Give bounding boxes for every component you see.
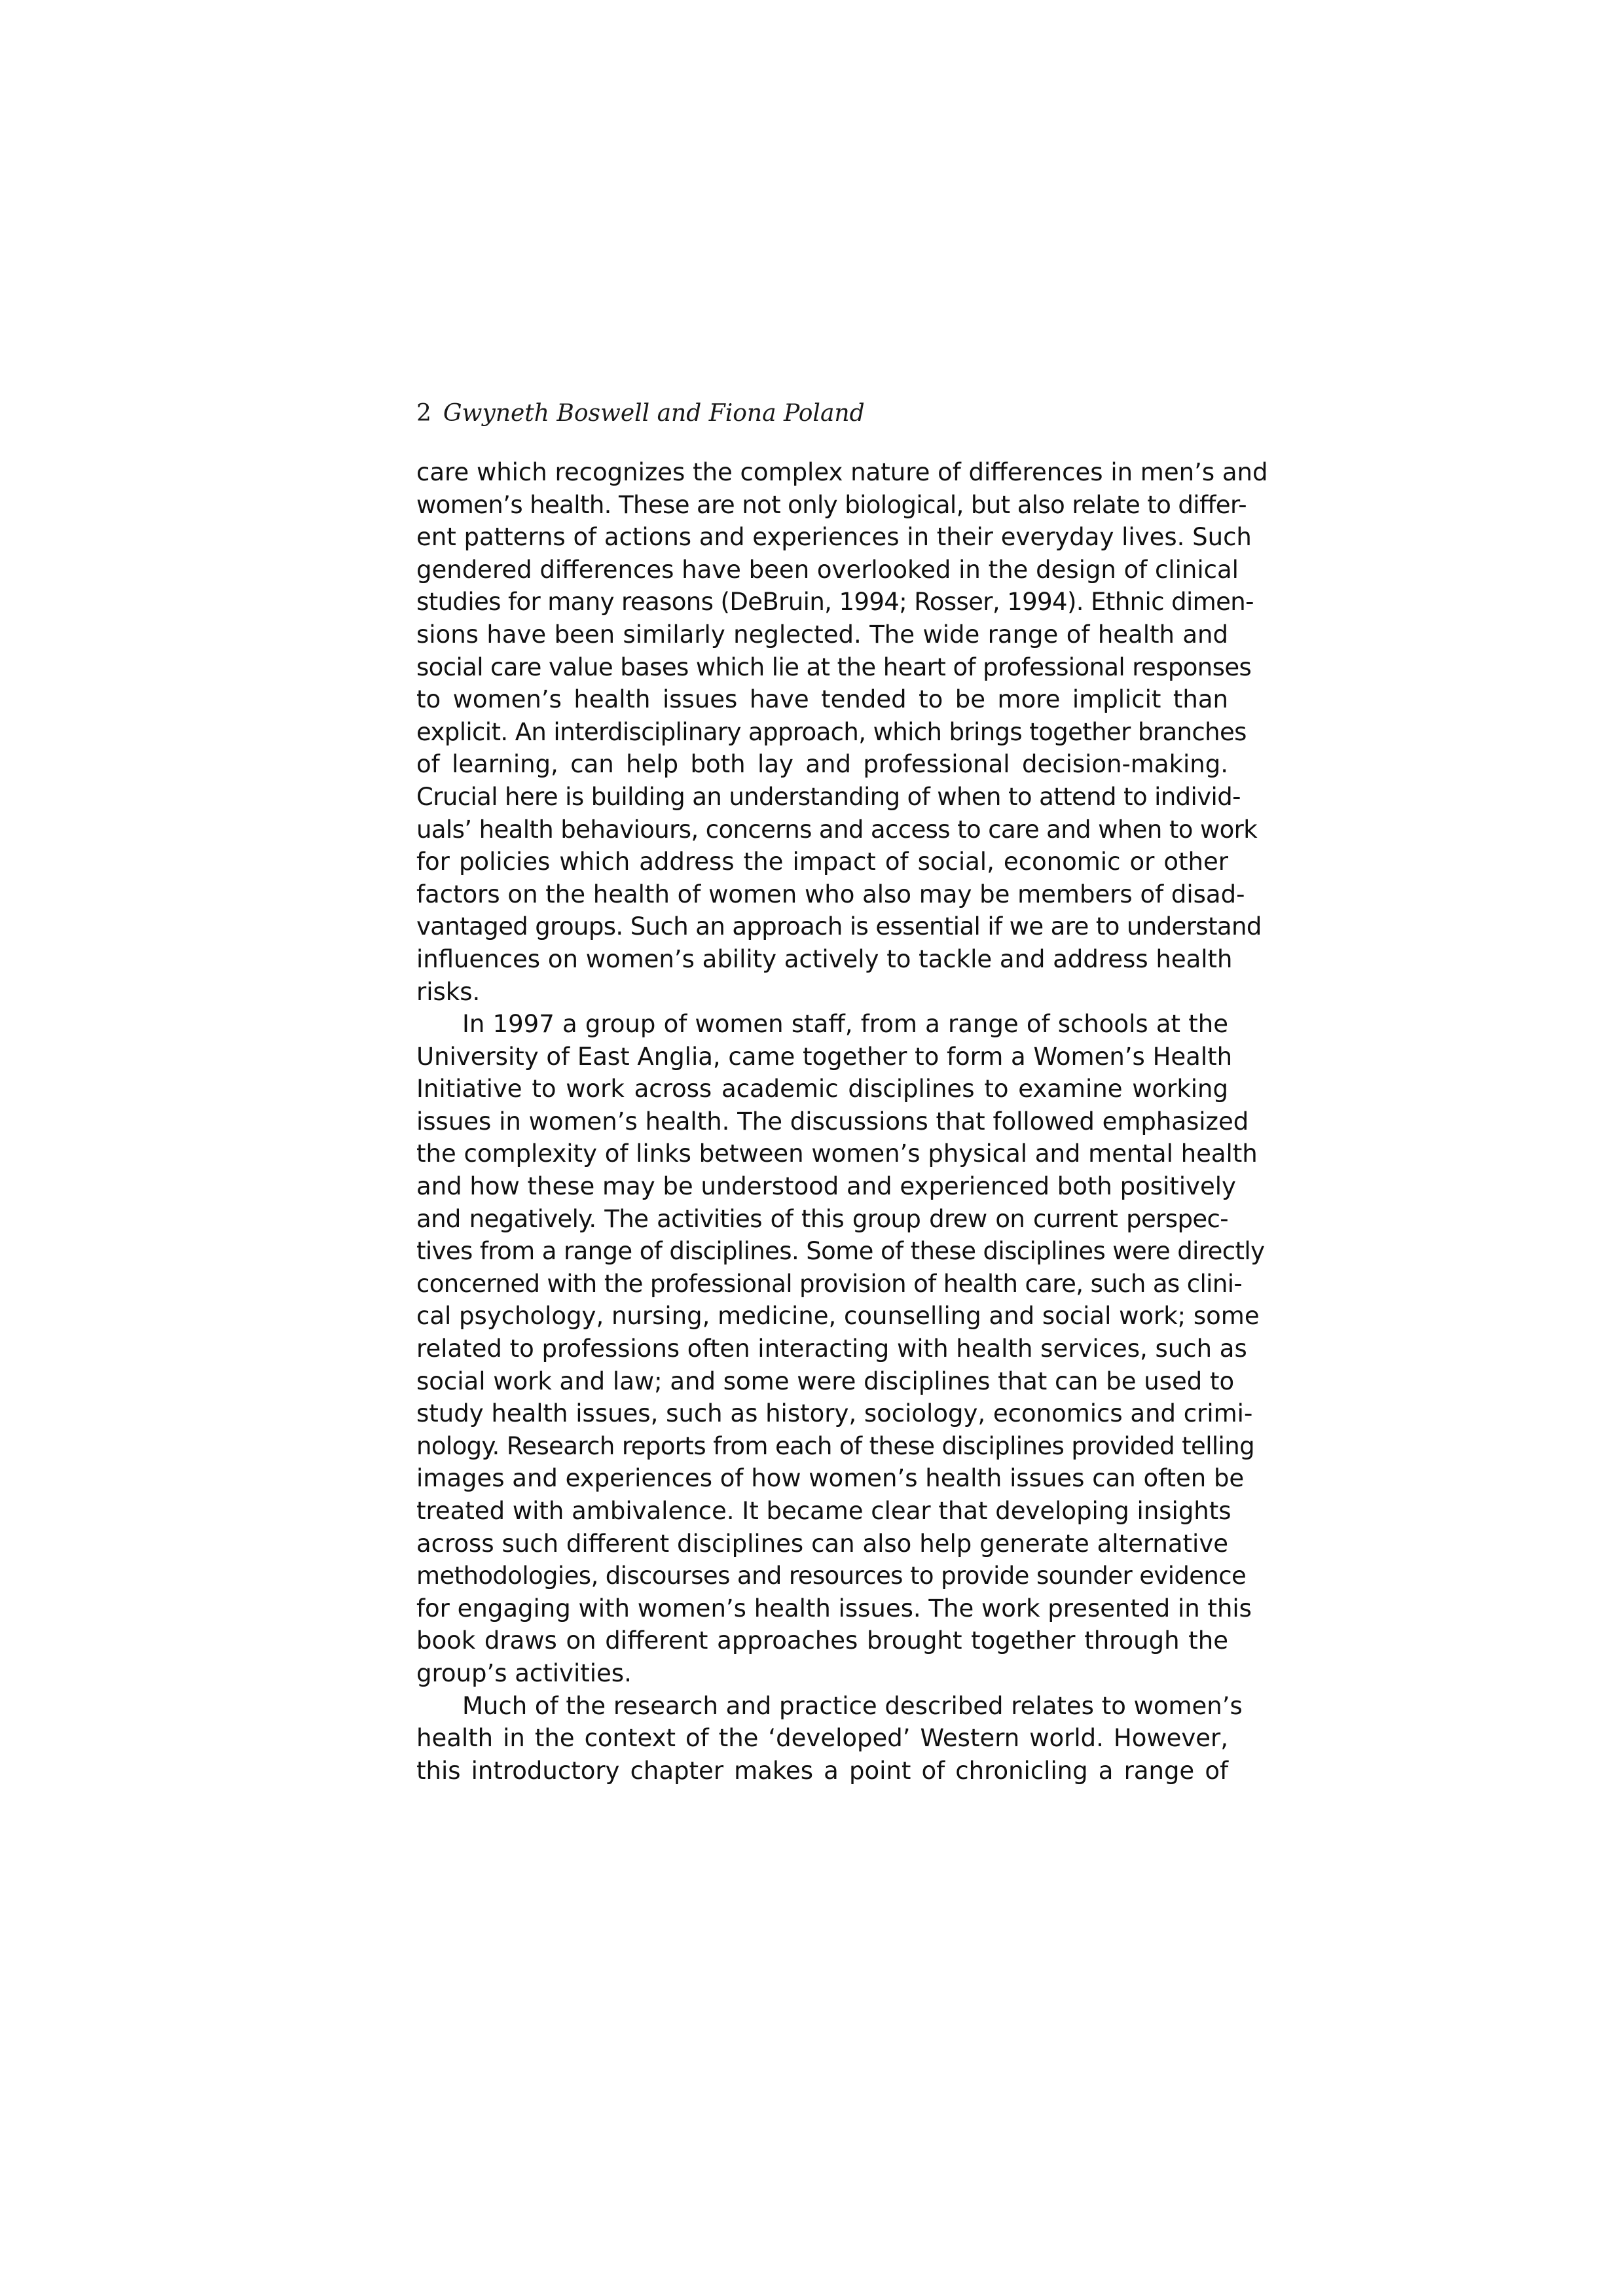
text-line: sions have been similarly neglected. The wide range of health and	[416, 620, 1228, 649]
paragraph-2	[416, 1008, 1265, 1689]
text-line: this introductory chapter makes a point of chronicling a range of	[416, 1756, 1228, 1785]
text-line: and negatively. The activities of this group drew on current perspec-	[416, 1204, 1228, 1233]
text-line: studies for many reasons (DeBruin, 1994; Rosser, 1994). Ethnic dimen-	[416, 588, 1254, 617]
text-line: issues in women’s health. The discussions that followed emphasized	[416, 1107, 1249, 1136]
text-line: health in the context of the ‘developed’ Western world. However,	[416, 1724, 1228, 1753]
text-line: methodologies, discourses and resources to provide sounder evidence	[416, 1562, 1247, 1590]
running-head-authors: Gwyneth Boswell and Fiona Poland	[443, 400, 865, 427]
text-line: of learning, can help both lay and professional decision-making.	[416, 750, 1228, 779]
text-line: risks.	[416, 977, 481, 1006]
body-text	[416, 456, 1268, 1787]
text-line: tives from a range of disciplines. Some of these disciplines were directly	[416, 1237, 1265, 1266]
text-line: study health issues, such as history, sociology, economics and crimi-	[416, 1399, 1253, 1428]
text-line: factors on the health of women who also may be members of disad-	[416, 880, 1245, 908]
page-number: 2	[416, 400, 431, 427]
text-line: nology. Research reports from each of these disciplines provided telling	[416, 1431, 1254, 1460]
text-line: and how these may be understood and experienced both positively	[416, 1172, 1236, 1201]
text-line: women’s health. These are not only biological, but also relate to differ-	[416, 490, 1247, 519]
text-line: for engaging with women’s health issues. The work presented in this	[416, 1594, 1252, 1623]
text-line: Initiative to work across academic disciplines to examine working	[416, 1075, 1228, 1103]
text-line: care which recognizes the complex nature of differences in men’s and	[416, 458, 1268, 486]
text-line: explicit. An interdisciplinary approach, which brings together branches	[416, 717, 1247, 746]
paragraph-1	[416, 456, 1268, 1008]
text-line: influences on women’s ability actively to tackle and address health	[416, 944, 1233, 973]
text-line: treated with ambivalence. It became clear that developing insights	[416, 1497, 1231, 1525]
text-line: images and experiences of how women’s health issues can often be	[416, 1464, 1245, 1493]
text-line: Much of the research and practice described relates to women’s	[462, 1691, 1243, 1720]
text-line: social work and law; and some were disciplines that can be used to	[416, 1367, 1235, 1395]
text-line: University of East Anglia, came together to form a Women’s Health	[416, 1042, 1233, 1071]
text-line: the complexity of links between women’s physical and mental health	[416, 1139, 1258, 1168]
paragraph-3	[416, 1690, 1243, 1787]
text-line: related to professions often interacting with health services, such as	[416, 1335, 1247, 1363]
text-line: gendered differences have been overlooked in the design of clinical	[416, 555, 1239, 584]
text-line: to women’s health issues have tended to be more implicit than	[416, 685, 1228, 714]
text-line: social care value bases which lie at the heart of professional responses	[416, 653, 1252, 681]
text-line: concerned with the professional provision of health care, such as clini-	[416, 1269, 1243, 1298]
text-line: cal psychology, nursing, medicine, counselling and social work; some	[416, 1302, 1260, 1331]
text-line: vantaged groups. Such an approach is essential if we are to understand	[416, 912, 1262, 941]
running-head	[416, 394, 1228, 433]
text-line: In 1997 a group of women staff, from a range of schools at the	[462, 1010, 1228, 1039]
text-line: across such different disciplines can also help generate alternative	[416, 1529, 1228, 1558]
text-line: ent patterns of actions and experiences in their everyday lives. Such	[416, 523, 1252, 552]
text-line: for policies which address the impact of social, economic or other	[416, 848, 1228, 876]
text-line: book draws on different approaches brought together through the	[416, 1626, 1228, 1655]
text-line: group’s activities.	[416, 1659, 632, 1687]
text-line: uals’ health behaviours, concerns and access to care and when to work	[416, 815, 1258, 844]
text-line: Crucial here is building an understanding of when to attend to individ-	[416, 782, 1241, 811]
